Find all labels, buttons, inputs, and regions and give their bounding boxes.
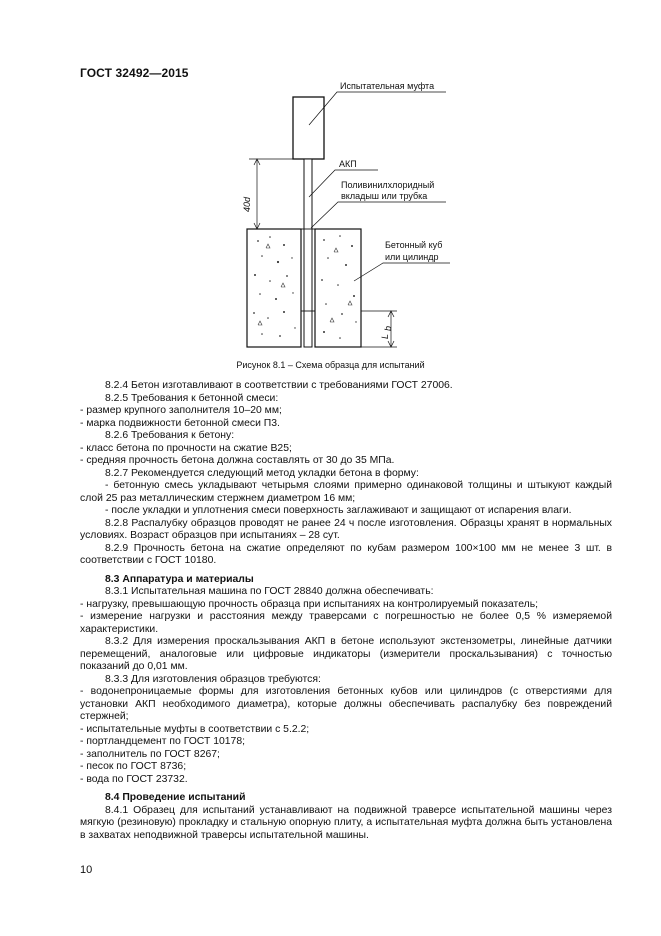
list-item: - после укладки и уплотнения смеси поверхность заглаживают и защищают от испарения влаги. [105, 505, 572, 516]
document-header: ГОСТ 32492—2015 [80, 66, 189, 80]
paragraph-8-4-1: 8.4.1 Образец для испытаний устанавливают на подвижной траверсе испытательной машины через мягкую (резиновую) прокладку и стальную опорную плиту, а испытательная муфта должна быть установлена в захватах неподвижной траверсы испытательной машины. [80, 804, 612, 841]
concrete-cube-right [315, 229, 361, 347]
list-item: - портландцемент по ГОСТ 10178; [80, 736, 245, 747]
test-sleeve-shape [293, 97, 324, 159]
list-item: - испытательные муфты в соответствии с 5.2.2; [80, 723, 310, 735]
list-item: - вода по ГОСТ 23732. [80, 773, 188, 785]
list-item: - заполнитель по ГОСТ 8267; [80, 748, 220, 760]
paragraph-8-2-6: 8.2.6 Требования к бетону: [105, 430, 235, 441]
label-cube-line1: Бетонный куб [385, 240, 443, 250]
rebar-shape [304, 159, 312, 347]
paragraph-8-3-1: 8.3.1 Испытательная машина по ГОСТ 28840 должна обеспечивать: [105, 586, 434, 597]
label-cube-line2: или цилиндр [385, 252, 439, 262]
label-pvc-line2: вкладыш или трубка [341, 191, 428, 201]
label-akp: АКП [339, 159, 357, 169]
list-item: - нагрузку, превышающую прочность образца при испытаниях на контролируемый показатель; [80, 598, 538, 610]
dimension-lb-sub: b [383, 325, 393, 331]
specimen-diagram [0, 0, 661, 380]
concrete-cube-left [247, 229, 301, 347]
list-item: - песок по ГОСТ 8736; [80, 761, 187, 772]
list-item: - размер крупного заполнителя 10–20 мм; [80, 405, 282, 416]
paragraph-8-2-7: 8.2.7 Рекомендуется следующий метод укладки бетона в форму: [105, 467, 419, 479]
list-item: - марка подвижности бетонной смеси П3. [80, 417, 280, 429]
document-body [80, 380, 612, 842]
paragraph-8-2-5: 8.2.5 Требования к бетонной смеси: [105, 392, 279, 404]
list-item: - измерение нагрузки и расстояния между траверсами с погрешностью не более 0,5 % измеряемой характеристики. [80, 611, 612, 635]
page-number: 10 [80, 864, 93, 876]
dimension-40d: 40d [242, 196, 252, 212]
label-pvc-line1: Поливинилхлоридный [341, 180, 435, 190]
list-item: - водонепроницаемые формы для изготовления бетонных кубов или цилиндров (с отверстиями для установки АКП необходимого диаметра), которые должны обеспечивать распалубку без повреждений стержней; [80, 686, 612, 722]
label-test-sleeve: Испытательная муфта [340, 81, 435, 91]
section-heading-8-3: 8.3 Аппаратура и материалы [105, 573, 254, 585]
list-item: - средняя прочность бетона должна составлять от 30 до 35 МПа. [80, 455, 395, 466]
section-heading-8-4: 8.4 Проведение испытаний [105, 792, 246, 803]
paragraph-8-2-9: 8.2.9 Прочность бетона на сжатие определяют по кубам размером 100×100 мм не менее 3 шт. в соответствии с ГОСТ 10180. [80, 542, 612, 566]
paragraph-8-3-2: 8.3.2 Для измерения проскальзывания АКП в бетоне используют экстензометры, линейные датчики перемещений, аналоговые или цифровые индикаторы (измерители проскальзывания) с точностью показаний до 0,01 мм. [80, 636, 612, 672]
dimension-lb-main: L [380, 333, 390, 339]
list-item: - класс бетона по прочности на сжатие В25; [80, 442, 292, 454]
paragraph-8-2-4: 8.2.4 Бетон изготавливают в соответствии с требованиями ГОСТ 27006. [105, 380, 453, 391]
paragraph-8-3-3: 8.3.3 Для изготовления образцов требуются: [105, 673, 321, 685]
list-item: - бетонную смесь укладывают четырьмя слоями примерно одинаковой толщины и штыкуют каждый слой 25 раз металлическим стержнем диаметром 16 мм; [80, 480, 612, 504]
paragraph-8-2-8: 8.2.8 Распалубку образцов проводят не ранее 24 ч после изготовления. Образцы хранят в нормальных условиях. Возраст образцов при испытаниях – 28 сут. [80, 517, 612, 541]
figure-caption: Рисунок 8.1 – Схема образца для испытаний [236, 360, 425, 370]
